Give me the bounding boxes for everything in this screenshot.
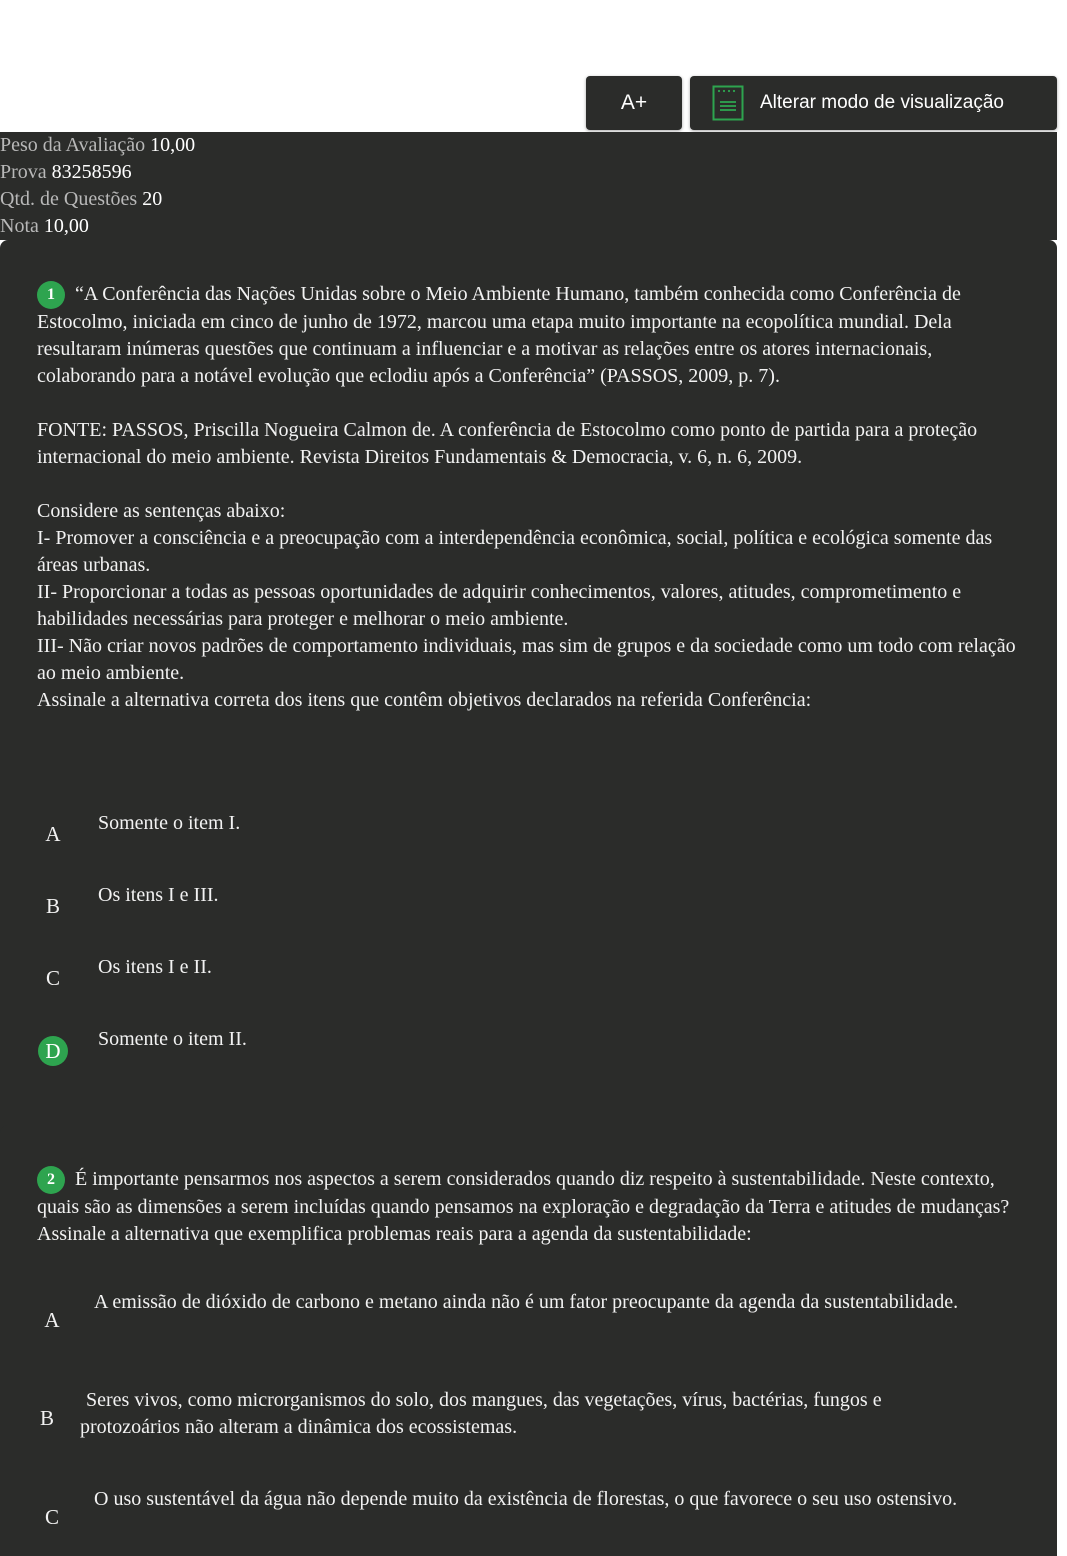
info-grade-label: Nota bbox=[0, 215, 39, 237]
alternative-text: Os itens I e II. bbox=[98, 956, 212, 978]
alternative-letter: C bbox=[45, 966, 60, 990]
question-1-source: FONTE: PASSOS, Priscilla Nogueira Calmon de. A conferência de Estocolmo como ponto de partida para a proteção internacional do meio ambiente. Revista Direitos Fundamentais & Democracia, v. 6, n. 6, 2009. bbox=[37, 419, 978, 468]
question-2-alternative-a[interactable] bbox=[0, 1289, 1057, 1349]
question-2-alternative-b[interactable] bbox=[0, 1387, 1057, 1447]
info-exam-value: 83258596 bbox=[51, 161, 132, 183]
info-questions-value: 20 bbox=[142, 188, 163, 210]
question-1-prompt: Assinale a alternativa correta dos itens que contêm objetivos declarados na referida Conferência: bbox=[37, 689, 812, 711]
question-2-alternative-c[interactable] bbox=[0, 1486, 1057, 1546]
question-1-intro: Considere as sentenças abaixo: bbox=[37, 500, 286, 522]
question-1-sentence-i: I- Promover a consciência e a preocupação com a interdependência econômica, social, política e ecológica somente das áreas urbanas. bbox=[37, 527, 993, 576]
top-toolbar bbox=[0, 0, 1067, 132]
alternative-text: A emissão de dióxido de carbono e metano ainda não é um fator preocupante da agenda da sustentabilidade. bbox=[94, 1291, 959, 1313]
info-questions-label: Qtd. de Questões bbox=[0, 188, 138, 210]
question-1-alternative-b[interactable] bbox=[0, 884, 1057, 934]
info-weight bbox=[0, 132, 1057, 159]
change-view-mode-button[interactable] bbox=[690, 76, 1057, 130]
question-2-prompt-text: Assinale a alternativa que exemplifica problemas reais para a agenda da sustentabilidade: bbox=[37, 1223, 752, 1245]
info-grade bbox=[0, 213, 1057, 240]
question-1-alternative-a[interactable] bbox=[0, 812, 1057, 862]
document-list-icon bbox=[712, 85, 744, 121]
alternative-letter: B bbox=[45, 894, 60, 918]
info-weight-value: 10,00 bbox=[150, 134, 196, 156]
alternative-letter: A bbox=[45, 822, 61, 846]
question-1-alternative-c[interactable] bbox=[0, 956, 1057, 1006]
question-number-badge: 2 bbox=[37, 1166, 65, 1194]
info-grade-value: 10,00 bbox=[43, 215, 89, 237]
question-1-sentence-ii: II- Proporcionar a todas as pessoas oportunidades de adquirir conhecimentos, valores, atitudes, comprometimento e habilidades necessárias para proteger e melhorar o meio ambiente. bbox=[37, 581, 962, 630]
alternative-text: O uso sustentável da água não depende muito da existência de florestas, o que favorece o seu uso ostensivo. bbox=[94, 1488, 958, 1510]
increase-font-button[interactable]: A+ bbox=[586, 76, 682, 130]
alternative-text: Os itens I e III. bbox=[98, 884, 219, 906]
question-2-paragraph-text: É importante pensarmos nos aspectos a serem considerados quando diz respeito à sustentabilidade. Neste contexto, quais são as dimensões a serem incluídas quando pensamos na exploração e degradação da Terra e atitudes de mudanças? bbox=[37, 1168, 1010, 1218]
exam-info-panel bbox=[0, 132, 1057, 240]
correct-answer-badge: D bbox=[38, 1036, 68, 1066]
question-number-badge: 1 bbox=[37, 281, 65, 309]
question-1-sentence-iii: III- Não criar novos padrões de comportamento individuais, mas sim de grupos e da sociedade como um todo com relação ao meio ambiente. bbox=[37, 635, 1016, 684]
question-1-alternative-d[interactable] bbox=[0, 1028, 1057, 1078]
alternative-letter: A bbox=[44, 1308, 60, 1332]
alternative-letter: B bbox=[39, 1406, 54, 1430]
info-weight-label: Peso da Avaliação bbox=[0, 134, 146, 156]
info-questions bbox=[0, 186, 1057, 213]
question-2-card bbox=[0, 1125, 1057, 1556]
alternative-text: Somente o item II. bbox=[98, 1028, 247, 1050]
alternative-text: Somente o item I. bbox=[98, 812, 241, 834]
question-2-statement-text bbox=[37, 1166, 1032, 1248]
question-1-paragraph: “A Conferência das Nações Unidas sobre o Meio Ambiente Humano, também conhecida como Conferência de Estocolmo, iniciada em cinco de junho de 1972, marcou uma etapa muito importante na ecopolítica mundial. Dela resultaram inúmeras questões que continuam a influenciar e a motivar as relações entre os atores internacionais, colaborando para a notável evolução que eclodiu após a Conferência” (PASSOS, 2009, p. 7). bbox=[37, 283, 961, 387]
info-exam bbox=[0, 159, 1057, 186]
change-view-mode-label: Alterar modo de visualização bbox=[760, 92, 1004, 113]
question-1-statement bbox=[37, 281, 1032, 714]
alternative-text: Seres vivos, como microrganismos do solo, dos mangues, das vegetações, vírus, bactérias, fungos e protozoários não alteram a dinâmica dos ecossistemas. bbox=[80, 1389, 882, 1438]
alternative-letter: C bbox=[44, 1505, 59, 1529]
info-exam-label: Prova bbox=[0, 161, 47, 183]
